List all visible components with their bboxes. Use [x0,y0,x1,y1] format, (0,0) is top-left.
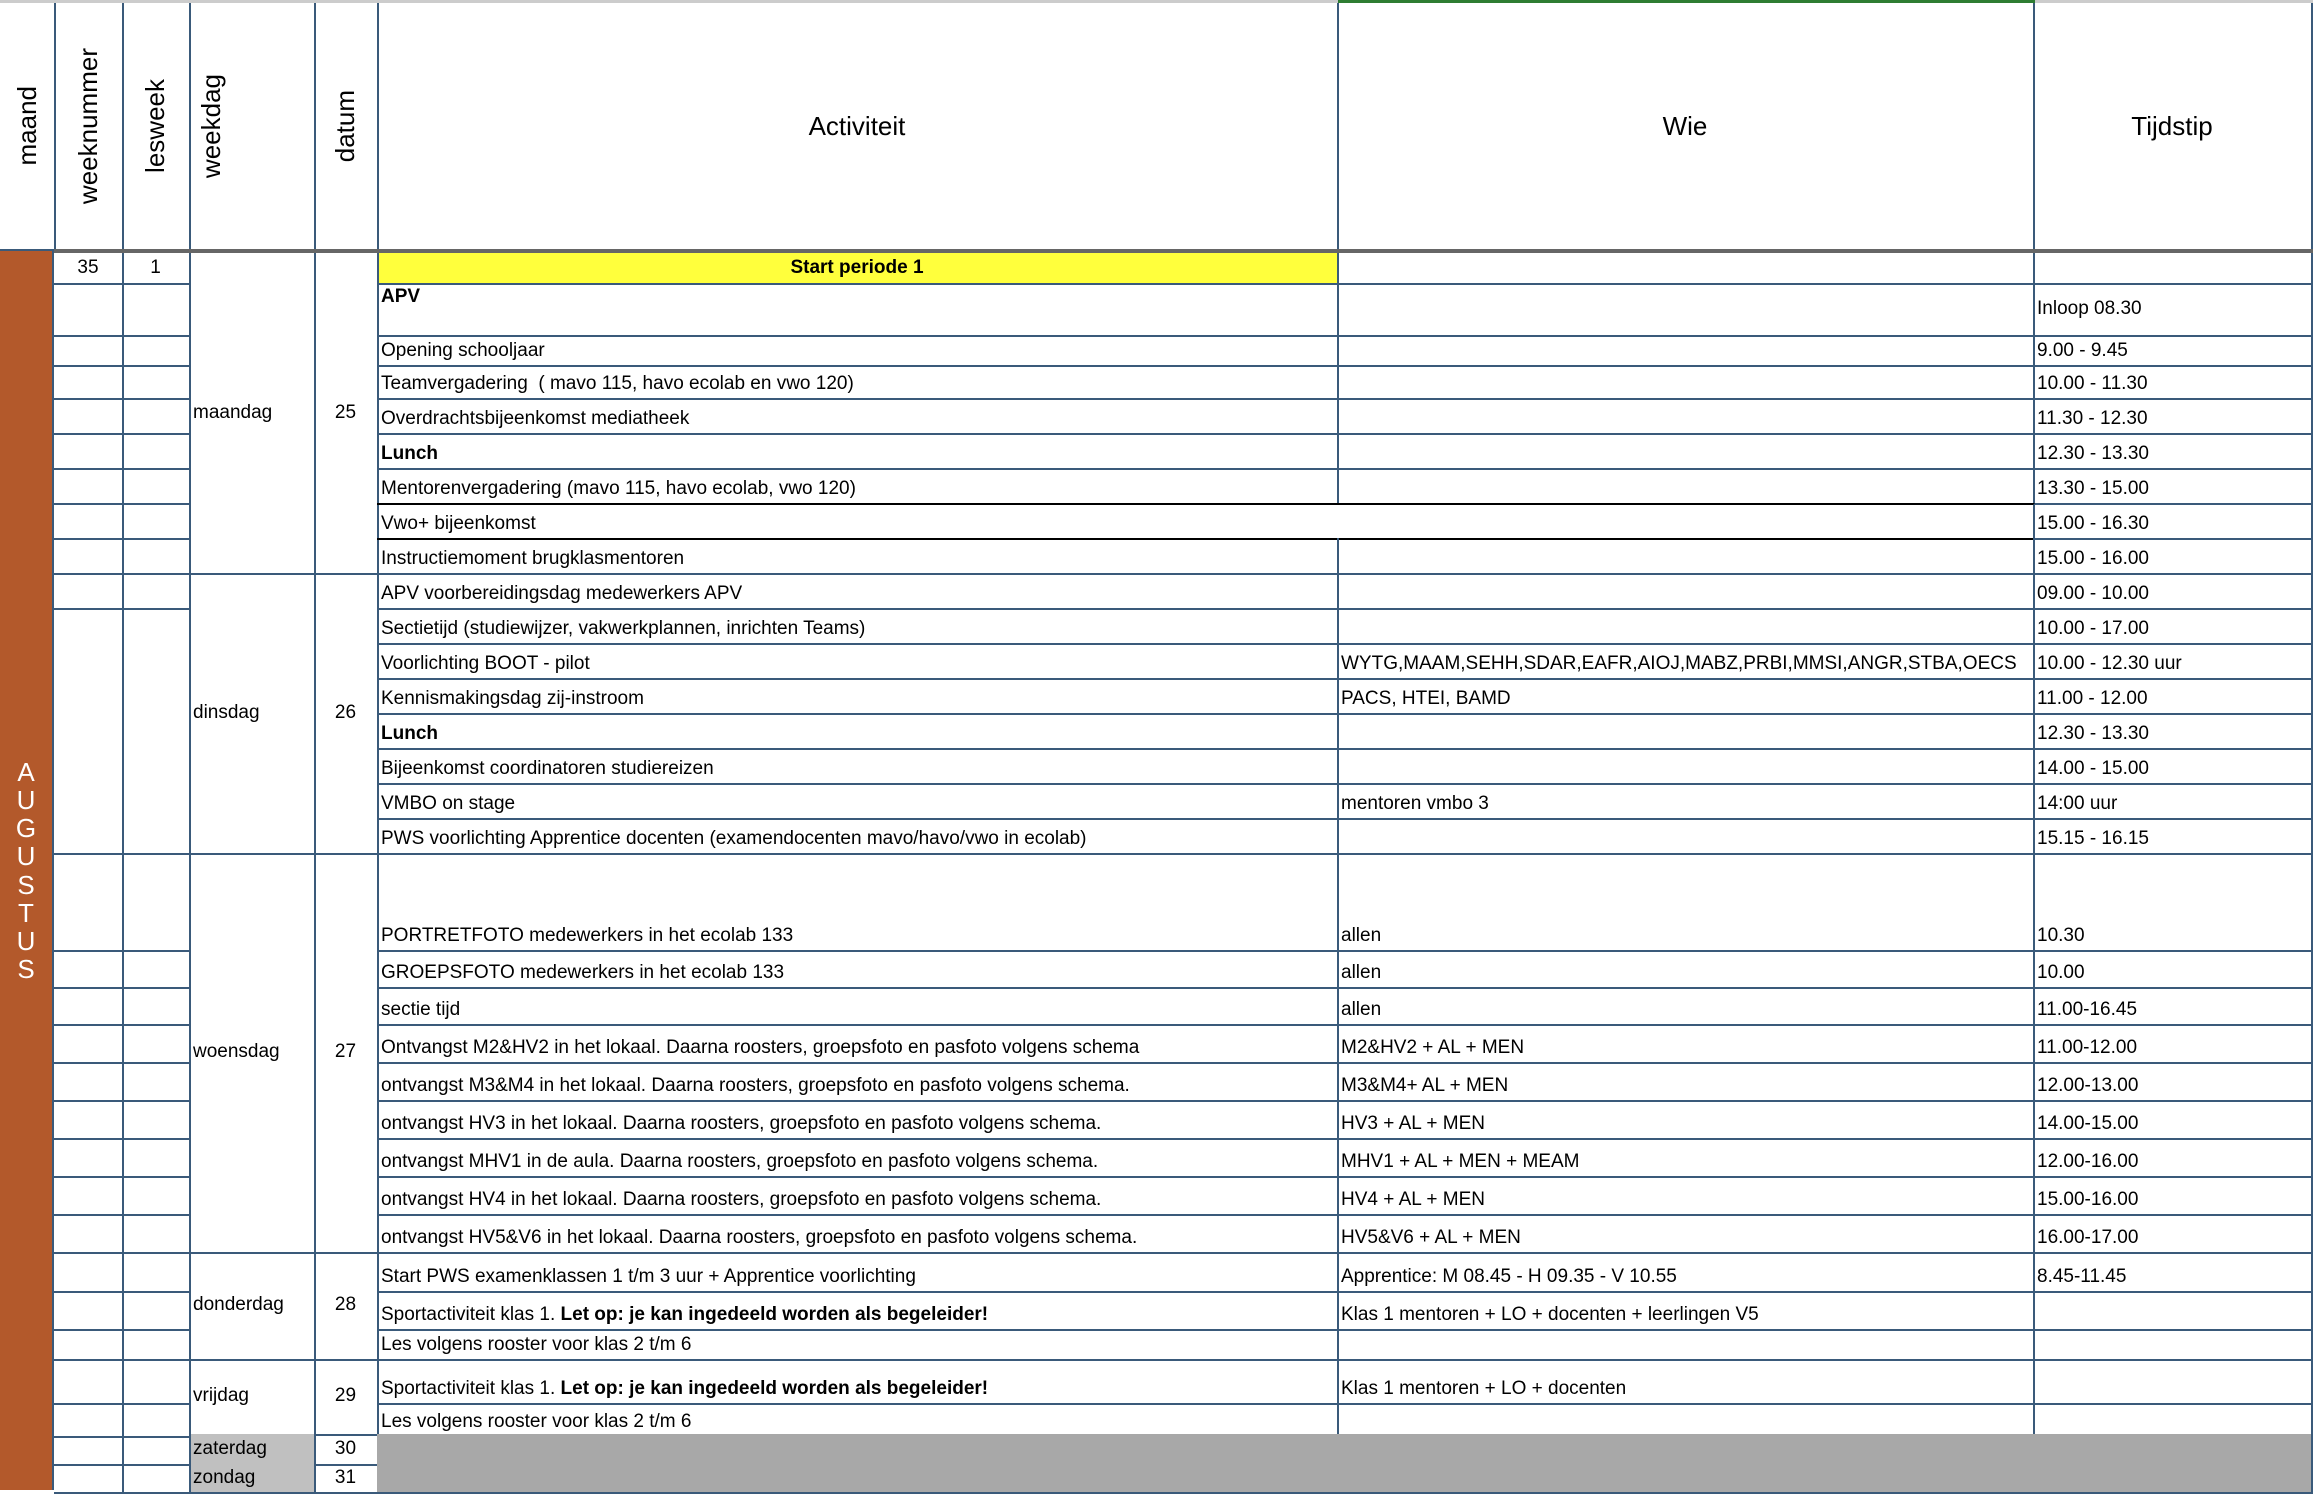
date-zondag: 31 [314,1464,379,1494]
time-cell: 14.00 - 15.00 [2033,748,2313,785]
activity-text: PORTRETFOTO medewerkers in het ecolab 133 [381,925,794,947]
time-cell: 12.30 - 13.30 [2033,433,2313,470]
empty-cell [122,283,191,337]
who-cell: allen [1337,987,2035,1026]
activity-cell [377,283,1339,337]
who-cell [1337,283,2035,337]
empty-cell [54,1359,124,1405]
time-cell: 11.00-12.00 [2033,1024,2313,1064]
who-cell [1337,1403,2035,1438]
activity-cell [377,433,1339,470]
empty-cell [122,853,191,952]
activity-cell [377,335,1339,367]
activity-cell [377,503,2035,540]
date-vrijdag: 29 [314,1359,379,1436]
empty-cell [54,1062,124,1102]
date-donderdag: 28 [314,1252,379,1361]
who-cell: WYTG,MAAM,SEHH,SDAR,EAFR,AIOJ,MABZ,PRBI,MMSI,ANGR,STBA,OECS [1337,643,2035,680]
empty-cell [54,335,124,367]
time-cell: 16.00-17.00 [2033,1214,2313,1254]
activity-cell [377,643,1339,680]
weeknummer-cell: 35 [54,253,124,285]
activity-cell [377,468,1339,505]
activity-cell [377,818,1339,855]
activity-text: ontvangst HV5&V6 in het lokaal. Daarna roosters, groepsfoto en pasfoto volgens schema. [381,1227,1138,1249]
activity-text: VMBO on stage [381,793,516,815]
header-tijdstip: Tijdstip [2033,3,2313,251]
who-cell [1337,365,2035,400]
empty-cell [54,1403,124,1438]
time-cell: 8.45-11.45 [2033,1252,2313,1293]
activity-text: Bijeenkomst coordinatoren studiereizen [381,758,714,780]
activity-cell [377,1252,1339,1293]
time-cell: 12.30 - 13.30 [2033,713,2313,750]
time-cell: 11.00-16.45 [2033,987,2313,1026]
empty-cell [54,538,124,575]
empty-cell [54,573,124,610]
month-augustus: A U G U S T U S [0,251,54,1490]
empty-cell [122,1100,191,1140]
time-cell: 11.00 - 12.00 [2033,678,2313,715]
time-cell: 12.00-16.00 [2033,1138,2313,1178]
who-cell: Klas 1 mentoren + LO + docenten [1337,1359,2035,1405]
activity-text: Start PWS examenklassen 1 t/m 3 uur + Apprentice voorlichting [381,1266,916,1288]
activity-text: Kennismakingsdag zij-instroom [381,688,644,710]
activity-text: APV [381,286,421,307]
empty-cell [54,365,124,400]
activity-note: Let op: je kan ingedeeld worden als begeleider! [560,1304,989,1326]
activity-cell [377,1176,1339,1216]
who-cell: allen [1337,853,2035,952]
activity-cell [377,987,1339,1026]
activity-cell [377,398,1339,435]
time-cell: 10.00 - 12.30 uur [2033,643,2313,680]
weekday-vrijdag: vrijdag [189,1359,316,1436]
activity-text: Teamvergadering ( mavo 115, havo ecolab en vwo 120) [381,373,854,395]
time-cell: 10.00 [2033,950,2313,989]
empty-cell [122,608,191,855]
empty-cell [122,1024,191,1064]
start-periode-banner: Start periode 1 [377,253,1339,285]
who-cell [1337,818,2035,855]
empty-cell [54,1434,124,1466]
time-cell: 09.00 - 10.00 [2033,573,2313,610]
empty-cell [54,468,124,505]
who-cell: HV4 + AL + MEN [1337,1176,2035,1216]
time-cell: 11.30 - 12.30 [2033,398,2313,435]
time-cell: 10.00 - 11.30 [2033,365,2313,400]
activity-text: APV voorbereidingsdag medewerkers APV [381,583,743,605]
empty-cell [54,283,124,337]
activity-cell [377,538,1339,575]
empty-cell [54,1100,124,1140]
empty-cell [122,365,191,400]
who-cell [1337,1329,2035,1361]
header-maand: maand [0,3,56,251]
empty-cell [122,398,191,435]
empty-cell [54,1252,124,1293]
empty-cell [122,468,191,505]
activity-cell [377,1403,1339,1438]
activity-text: Lunch [381,443,438,465]
empty-cell [122,433,191,470]
time-cell [2033,1359,2313,1405]
who-cell [1337,608,2035,645]
activity-text: Overdrachtsbijeenkomst mediatheek [381,408,690,430]
empty-cell [122,573,191,610]
activity-text: Les volgens rooster voor klas 2 t/m 6 [381,1334,692,1356]
who-cell: allen [1337,950,2035,989]
empty-cell [122,1062,191,1102]
empty-cell [54,1176,124,1216]
activity-cell [377,608,1339,645]
empty-cell [122,1403,191,1438]
empty-cell [54,1024,124,1064]
header-wie: Wie [1337,3,2035,251]
who-cell [1337,573,2035,610]
activity-cell [377,713,1339,750]
time-cell: 10.30 [2033,853,2313,952]
empty-cell [122,1252,191,1293]
date-maandag: 25 [314,253,379,575]
header-weeknummer: weeknummer [54,3,124,251]
activity-text: ontvangst MHV1 in de aula. Daarna roosters, groepsfoto en pasfoto volgens schema. [381,1151,1099,1173]
activity-cell [377,1138,1339,1178]
activity-cell [377,365,1339,400]
weekday-maandag: maandag [189,253,316,575]
time-cell: 15.00 - 16.00 [2033,538,2313,575]
activity-text: Voorlichting BOOT - pilot [381,653,590,675]
activity-cell [377,1214,1339,1254]
who-cell [1337,433,2035,470]
time-cell: 10.00 - 17.00 [2033,608,2313,645]
who-cell: M3&M4+ AL + MEN [1337,1062,2035,1102]
activity-text: Instructiemoment brugklasmentoren [381,548,685,570]
weekday-dinsdag: dinsdag [189,573,316,855]
activity-cell [377,748,1339,785]
time-cell: 15.00-16.00 [2033,1176,2313,1216]
activity-text: ontvangst M3&M4 in het lokaal. Daarna roosters, groepsfoto en pasfoto volgens schema. [381,1075,1130,1097]
activity-text: Lunch [381,723,438,745]
weekday-woensdag: woensdag [189,853,316,1254]
time-cell: 15.00 - 16.30 [2033,503,2313,540]
lesweek-cell: 1 [122,253,191,285]
empty-cell [122,1359,191,1405]
empty-cell [54,503,124,540]
date-dinsdag: 26 [314,573,379,855]
activity-cell [377,1329,1339,1361]
empty-cell [1337,253,2035,285]
empty-cell [54,1138,124,1178]
empty-cell [122,950,191,989]
empty-cell [2033,253,2313,285]
who-cell [1337,398,2035,435]
empty-cell [54,1291,124,1331]
empty-cell [122,503,191,540]
activity-text: Opening schooljaar [381,340,545,362]
activity-cell [377,853,1339,952]
time-cell [2033,1403,2313,1438]
activity-cell [377,573,1339,610]
activity-text: Vwo+ bijeenkomst [381,513,536,535]
empty-cell [122,1329,191,1361]
activity-cell [377,1062,1339,1102]
empty-cell [122,538,191,575]
activity-text: sectie tijd [381,999,461,1021]
empty-cell [54,398,124,435]
weekend-row-zaterdag [377,1434,2313,1466]
who-cell: HV3 + AL + MEN [1337,1100,2035,1140]
who-cell: Apprentice: M 08.45 - H 09.35 - V 10.55 [1337,1252,2035,1293]
empty-cell [122,1138,191,1178]
empty-cell [54,608,124,855]
empty-cell [54,853,124,952]
date-woensdag: 27 [314,853,379,1254]
header-datum: datum [314,3,379,251]
activity-text: Ontvangst M2&HV2 in het lokaal. Daarna roosters, groepsfoto en pasfoto volgens schema [381,1037,1140,1059]
activity-text: ontvangst HV3 in het lokaal. Daarna roosters, groepsfoto en pasfoto volgens schema. [381,1113,1102,1135]
time-cell: 12.00-13.00 [2033,1062,2313,1102]
weekday-donderdag: donderdag [189,1252,316,1361]
who-cell [1337,468,2035,505]
empty-cell [122,335,191,367]
who-cell: PACS, HTEI, BAMD [1337,678,2035,715]
empty-cell [54,1214,124,1254]
activity-text: Sectietijd (studiewijzer, vakwerkplannen, inrichten Teams) [381,618,866,640]
weekday-zaterdag: zaterdag [189,1434,316,1466]
empty-cell [122,1176,191,1216]
who-cell [1337,335,2035,367]
empty-cell [54,950,124,989]
empty-cell [54,1329,124,1361]
empty-cell [122,1214,191,1254]
who-cell [1337,713,2035,750]
who-cell [1337,748,2035,785]
activity-text: Mentorenvergadering (mavo 115, havo ecolab, vwo 120) [381,478,856,500]
activity-text: Sportactiviteit klas 1. [381,1378,561,1400]
time-cell: 14:00 uur [2033,783,2313,820]
who-cell: Klas 1 mentoren + LO + docenten + leerlingen V5 [1337,1291,2035,1331]
header-lesweek: lesweek [122,3,191,251]
time-cell: 14.00-15.00 [2033,1100,2313,1140]
empty-cell [54,433,124,470]
who-cell: MHV1 + AL + MEN + MEAM [1337,1138,2035,1178]
activity-cell [377,1291,1339,1331]
activity-cell [377,1024,1339,1064]
activity-text: Sportactiviteit klas 1. [381,1304,561,1326]
who-cell: mentoren vmbo 3 [1337,783,2035,820]
activity-cell [377,678,1339,715]
header-activiteit: Activiteit [377,3,1339,251]
who-cell [1337,538,2035,575]
who-cell: HV5&V6 + AL + MEN [1337,1214,2035,1254]
activity-text: GROEPSFOTO medewerkers in het ecolab 133 [381,962,785,984]
activity-text: Les volgens rooster voor klas 2 t/m 6 [381,1411,692,1433]
time-cell: 13.30 - 15.00 [2033,468,2313,505]
time-cell: Inloop 08.30 [2033,283,2313,337]
time-cell [2033,1329,2313,1361]
activity-cell [377,783,1339,820]
time-cell [2033,1291,2313,1331]
activity-note: Let op: je kan ingedeeld worden als begeleider! [560,1378,989,1400]
time-cell: 9.00 - 9.45 [2033,335,2313,367]
empty-cell [122,987,191,1026]
empty-cell [54,987,124,1026]
empty-cell [122,1434,191,1466]
activity-cell [377,950,1339,989]
activity-cell [377,1100,1339,1140]
weekday-zondag: zondag [189,1464,316,1494]
who-cell: M2&HV2 + AL + MEN [1337,1024,2035,1064]
activity-text: ontvangst HV4 in het lokaal. Daarna roosters, groepsfoto en pasfoto volgens schema. [381,1189,1102,1211]
time-cell: 15.15 - 16.15 [2033,818,2313,855]
empty-cell [122,1291,191,1331]
date-zaterdag: 30 [314,1434,379,1466]
activity-cell [377,1359,1339,1405]
header-weekdag: weekdag [189,3,316,251]
activity-text: PWS voorlichting Apprentice docenten (examendocenten mavo/havo/vwo in ecolab) [381,828,1087,850]
